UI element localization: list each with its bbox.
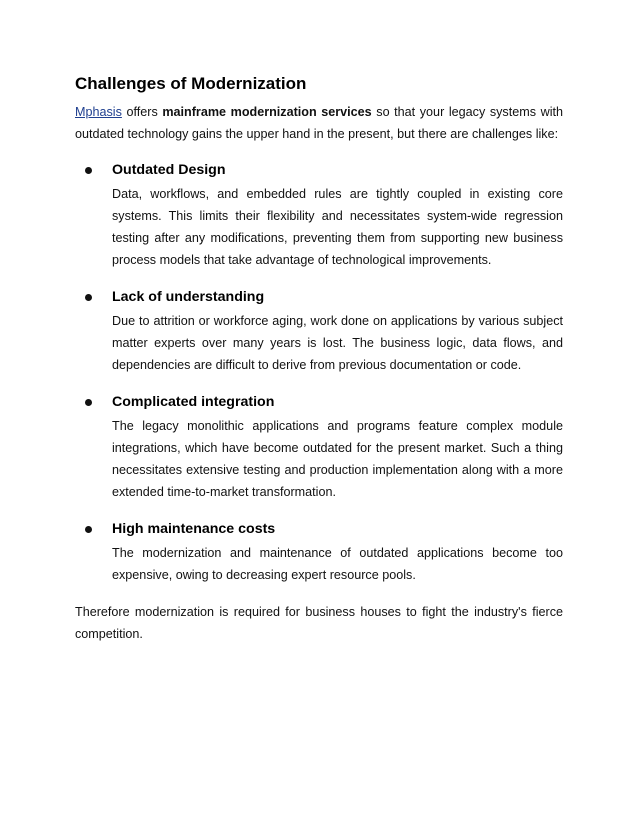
intro-text-1: offers xyxy=(121,105,163,119)
intro-bold-text: mainframe modernization services xyxy=(162,105,372,119)
list-item-complicated-integration xyxy=(75,391,563,503)
challenge-body: The modernization and maintenance of outdated applications become too expensive, owing to decreasing expert resource pools. xyxy=(112,546,563,582)
closing-paragraph: Therefore modernization is required for business houses to fight the industry's fierce competition. xyxy=(75,605,563,641)
challenge-body: The legacy monolithic applications and programs feature complex module integrations, which have become outdated for the present market. Such a thing necessitates extensive testing and production implementation along with a more extended time-to-market transformation. xyxy=(112,419,563,499)
page-title: Challenges of Modernization xyxy=(75,74,307,93)
challenge-title: Complicated integration xyxy=(112,394,275,410)
challenge-title: Outdated Design xyxy=(112,162,226,178)
bullet-icon xyxy=(85,167,92,174)
mphasis-link[interactable]: Mphasis xyxy=(75,105,122,119)
challenge-title: Lack of understanding xyxy=(112,289,265,305)
challenge-body: Due to attrition or workforce aging, work done on applications by various subject matter experts over many years is lost. The business logic, data flows, and dependencies are difficult to derive from previous documentation or code. xyxy=(112,314,563,372)
document-page xyxy=(75,72,563,645)
bullet-icon xyxy=(85,294,92,301)
bullet-icon xyxy=(85,399,92,406)
bullet-icon xyxy=(85,526,92,533)
intro-text-2: so that your legacy systems with outdated technology gains the upper hand in the present, but there are challenges like: xyxy=(75,105,563,141)
list-item-lack-of-understanding xyxy=(75,286,563,376)
challenges-list xyxy=(75,159,563,586)
intro-paragraph xyxy=(75,101,563,145)
list-item-outdated-design xyxy=(75,159,563,271)
list-item-high-maintenance-costs xyxy=(75,518,563,586)
challenge-body: Data, workflows, and embedded rules are tightly coupled in existing core systems. This limits their flexibility and necessitates system-wide regression testing after any modifications, preventing them from supporting new business process models that take advantage of technological improvements. xyxy=(112,187,563,267)
challenge-title: High maintenance costs xyxy=(112,521,276,537)
